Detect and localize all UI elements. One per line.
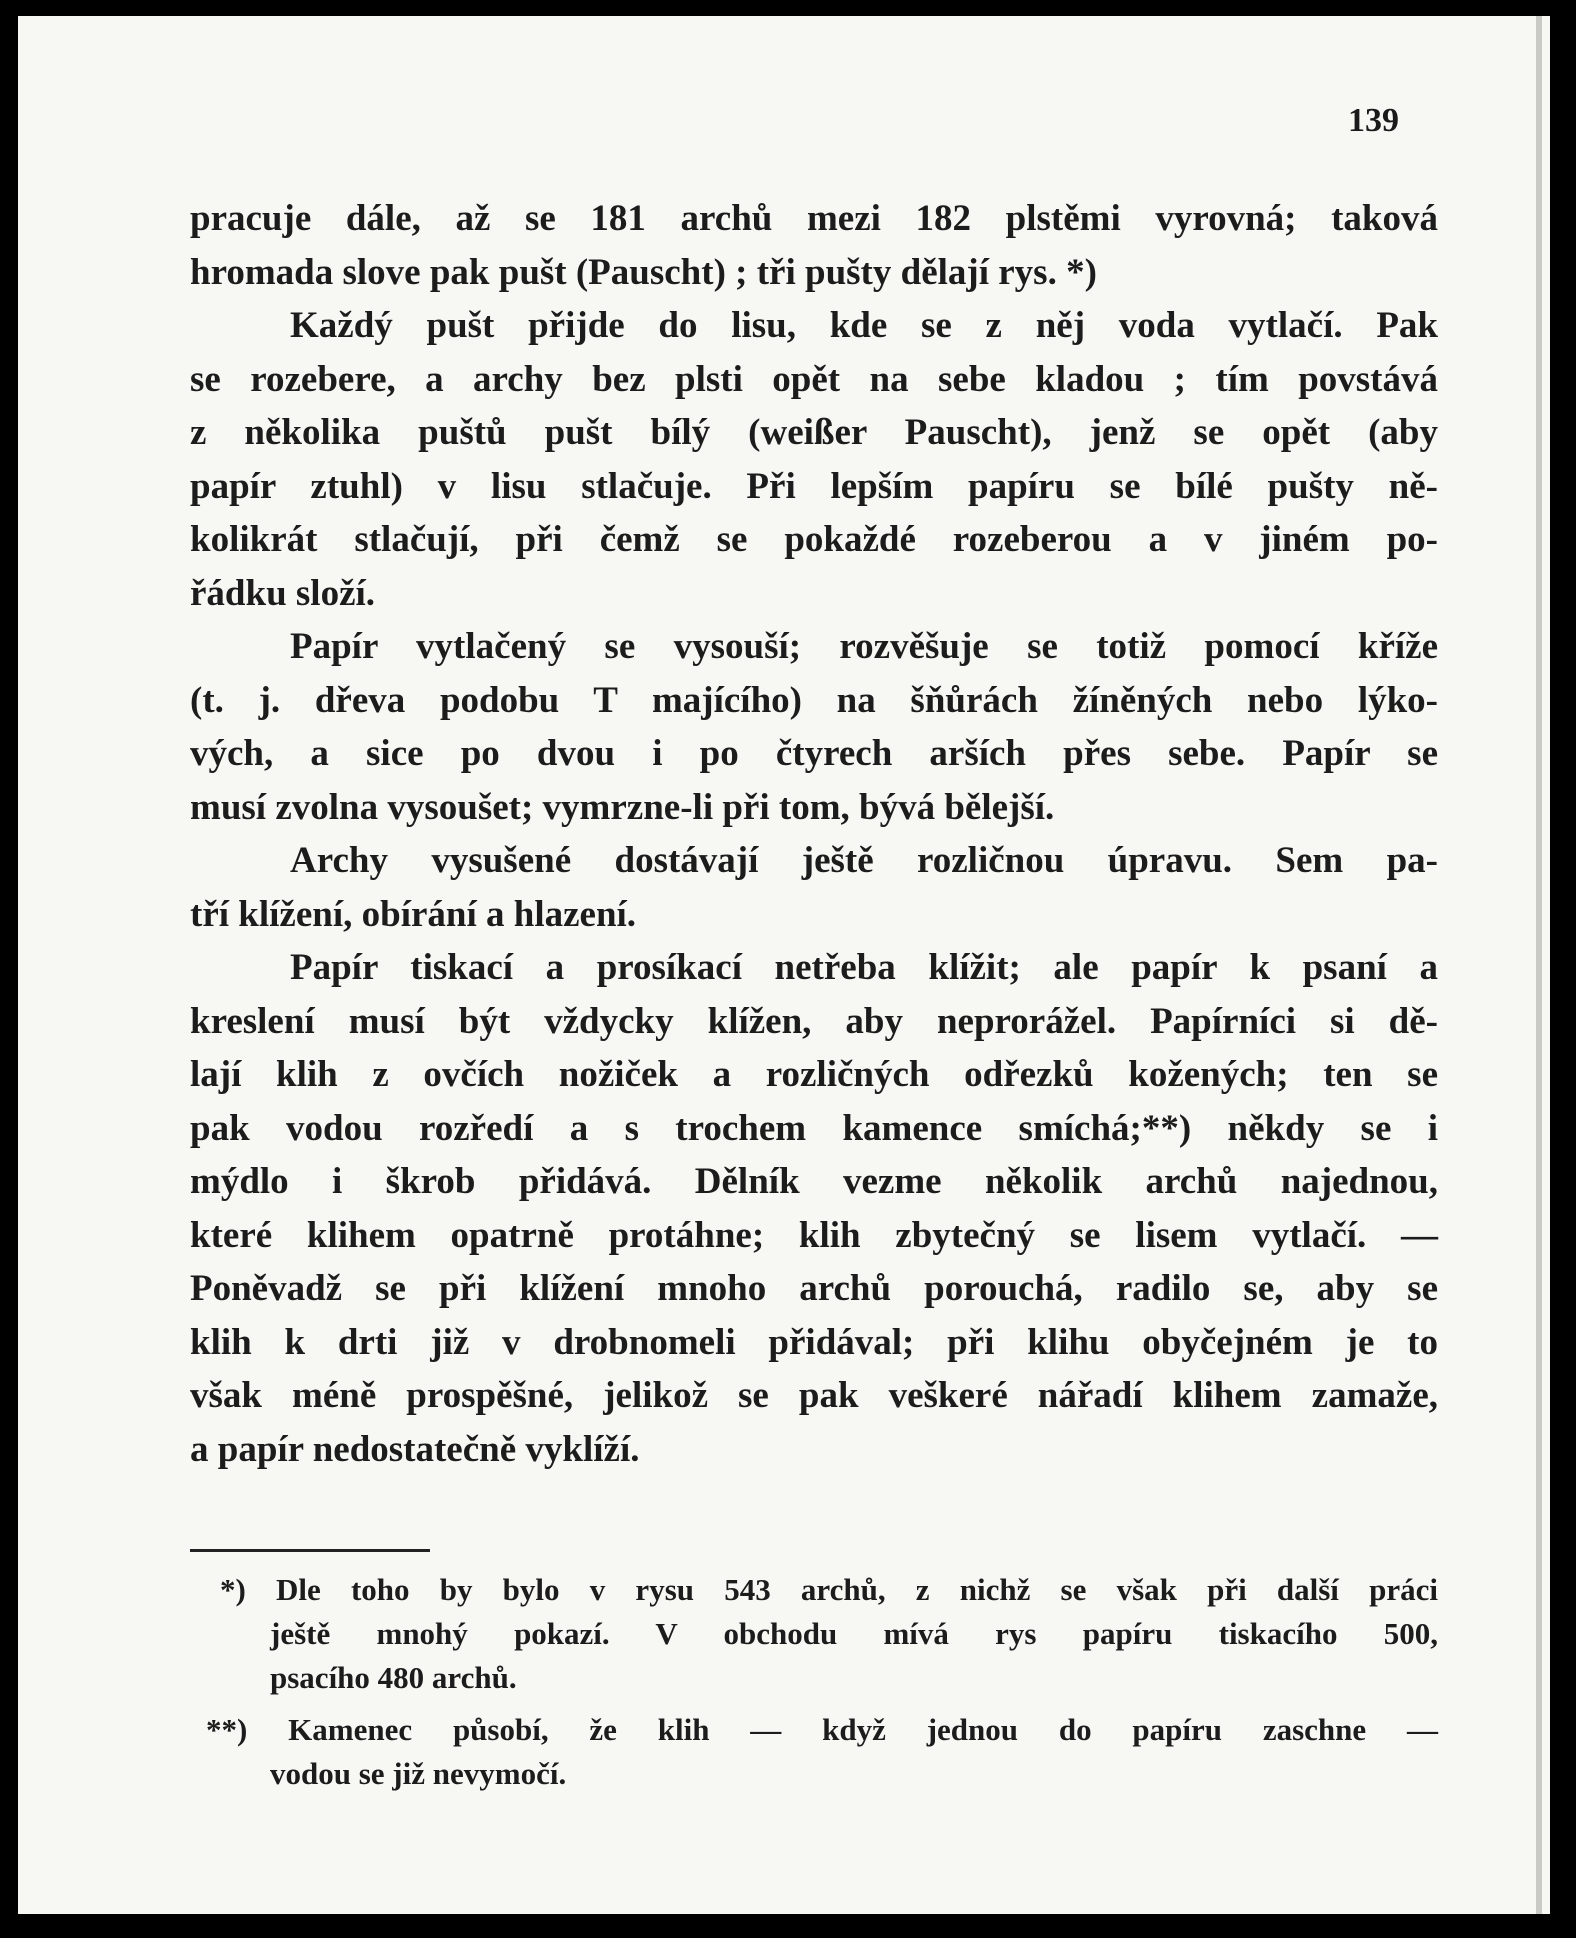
footnote-line: **) Kamenec působí, že klih — když jednou do papíru zaschne — xyxy=(206,1712,1438,1747)
footnote-line: ještě mnohý pokazí. V obchodu mívá rys papíru tiskacího 500, xyxy=(270,1616,1438,1651)
text-line: lají klih z ovčích nožiček a rozličných odřezků kožených; ten se xyxy=(190,1054,1438,1095)
text-line: Papír vytlačený se vysouší; rozvěšuje se totiž pomocí kříže xyxy=(290,626,1438,667)
text-line: papír ztuhl) v lisu stlačuje. Při lepším papíru se bílé pušty ně- xyxy=(190,465,1438,507)
text-line: Každý pušt přijde do lisu, kde se z něj voda vytlačí. Pak xyxy=(290,305,1438,346)
page-number: 139 xyxy=(1348,102,1399,139)
footnote-2 xyxy=(206,1708,1438,1796)
footnote-line: psacího 480 archů. xyxy=(270,1660,517,1695)
footnote-line: vodou se již nevymočí. xyxy=(270,1756,567,1791)
text-line: vých, a sice po dvou i po čtyrech arších přes sebe. Papír se xyxy=(190,733,1438,774)
text-line: klih k drti již v drobnomeli přidával; při klihu obyčejném je to xyxy=(190,1321,1438,1363)
text-line: mýdlo i škrob přidává. Dělník vezme několik archů najednou, xyxy=(190,1161,1438,1202)
page-edge xyxy=(1536,16,1542,1914)
text-line: a papír nedostatečně vyklíží. xyxy=(190,1428,640,1470)
book-page xyxy=(18,16,1550,1914)
text-line: které klihem opatrně protáhne; klih zbytečný se lisem vytlačí. — xyxy=(190,1214,1438,1256)
text-line: Archy vysušené dostávají ještě rozličnou úpravu. Sem pa- xyxy=(290,840,1438,881)
text-line: hromada slove pak pušt (Pauscht) ; tři pušty dělají rys. *) xyxy=(190,251,1097,293)
text-line: musí zvolna vysoušet; vymrzne-li při tom, bývá bělejší. xyxy=(190,786,1055,828)
text-line: kolikrát stlačují, při čemž se pokaždé rozeberou a v jiném po- xyxy=(190,519,1438,560)
text-line: pak vodou rozředí a s trochem kamence smíchá;**) někdy se i xyxy=(190,1107,1438,1149)
footnotes xyxy=(206,1568,1438,1796)
footnote-divider xyxy=(190,1549,430,1552)
text-line: pracuje dále, až se 181 archů mezi 182 plstěmi vyrovná; taková xyxy=(190,198,1438,239)
text-line: Poněvadž se při klížení mnoho archů porouchá, radilo se, aby se xyxy=(190,1268,1438,1309)
footnote-line: *) Dle toho by bylo v rysu 543 archů, z nichž se však při další práci xyxy=(220,1572,1438,1607)
text-line: Papír tiskací a prosíkací netřeba klížit; ale papír k psaní a xyxy=(290,947,1438,988)
body-text xyxy=(190,192,1438,1476)
text-line: řádku složí. xyxy=(190,572,376,614)
footnote-1 xyxy=(220,1568,1438,1700)
text-line: (t. j. dřeva podobu T majícího) na šňůrách žíněných nebo lýko- xyxy=(190,679,1438,721)
text-line: z několika puštů pušt bílý (weißer Pauscht), jenž se opět (aby xyxy=(190,412,1438,453)
text-line: kreslení musí být vždycky klížen, aby neprorážel. Papírníci si dě- xyxy=(190,1000,1438,1042)
text-line: se rozebere, a archy bez plsti opět na sebe kladou ; tím povstává xyxy=(190,358,1438,400)
text-line: však méně prospěšné, jelikož se pak veškeré nářadí klihem zamaže, xyxy=(190,1375,1438,1416)
text-line: tří klížení, obírání a hlazení. xyxy=(190,893,637,935)
